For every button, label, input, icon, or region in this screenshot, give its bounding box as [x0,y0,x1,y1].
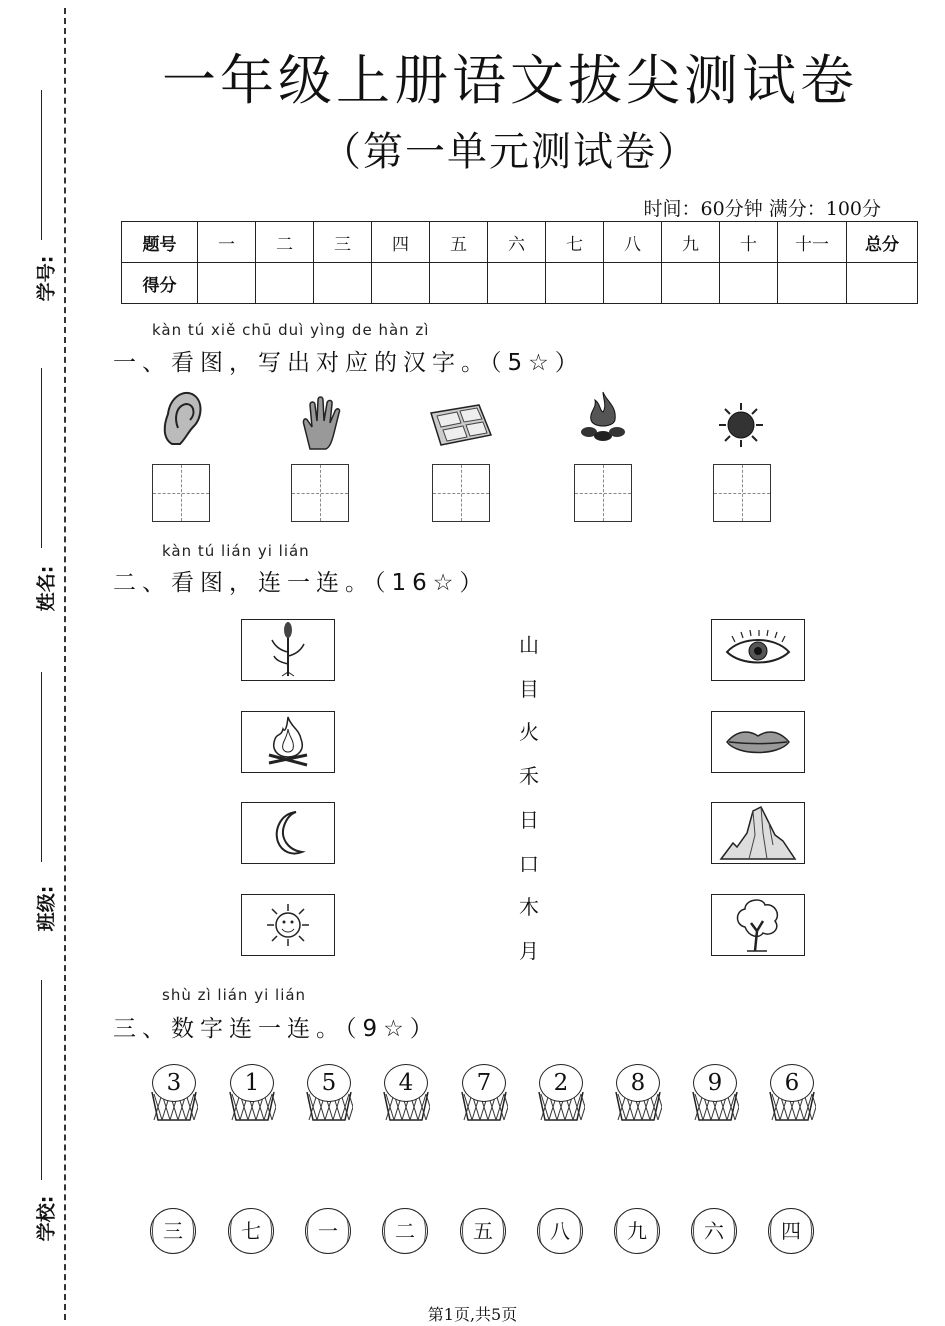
hanzi-ball[interactable]: 七 [228,1208,274,1254]
table-cell: 九 [662,222,720,263]
hanzi-ball[interactable]: 六 [691,1208,737,1254]
school-line [41,980,42,1180]
char-item[interactable]: 日 [519,808,539,832]
mountain-box[interactable] [711,802,805,864]
writing-grid-box[interactable] [152,464,210,522]
hand-icon [296,395,348,451]
number-basket[interactable] [614,1064,662,1124]
table-cell: 六 [488,222,546,263]
table-cell: 十 [720,222,778,263]
mouth-icon [723,722,793,762]
tree-box[interactable] [711,894,805,956]
number-ball: 9 [693,1064,737,1102]
student-id-line [41,90,42,240]
char-item[interactable]: 目 [519,677,539,701]
score-input-cell[interactable] [372,263,430,304]
score-input-cell[interactable] [256,263,314,304]
eye-box[interactable] [711,619,805,681]
number-basket[interactable] [382,1064,430,1124]
char-item[interactable]: 月 [519,939,539,963]
table-cell: 一 [198,222,256,263]
school-label: 学校: [35,1195,58,1242]
moon-box[interactable] [241,802,335,864]
table-cell: 五 [430,222,488,263]
hanzi-ball[interactable]: 四 [768,1208,814,1254]
number-basket[interactable] [305,1064,353,1124]
score-input-cell[interactable] [847,263,918,304]
number-ball: 4 [384,1064,428,1102]
char-item[interactable]: 山 [519,633,539,657]
writing-grid-box[interactable] [291,464,349,522]
sun-face-box[interactable] [241,894,335,956]
hanzi-ball[interactable]: 三 [150,1208,196,1254]
table-cell: 八 [604,222,662,263]
eye-icon [723,628,793,672]
score-table [121,221,918,304]
table-cell: 得分 [122,263,198,304]
section2-title: 二、看图，连一连。（16☆） [113,570,489,596]
name-label: 姓名: [35,565,58,612]
sun-face-icon [266,903,310,947]
table-cell: 二 [256,222,314,263]
sun-icon [718,402,764,448]
moon-icon [268,808,308,858]
number-basket[interactable] [150,1064,198,1124]
exam-meta: 时间：60分钟 满分：100分 [643,198,881,220]
field-icon [427,403,493,447]
mountain-icon [719,805,797,861]
tree-icon [733,897,783,953]
score-input-cell[interactable] [430,263,488,304]
ear-icon [158,388,206,448]
section1-title: 一、看图，写出对应的汉字。（5☆） [113,350,584,376]
number-ball: 3 [152,1064,196,1102]
char-item[interactable]: 木 [519,895,539,919]
section3-title: 三、数字连一连。（9☆） [113,1016,439,1042]
score-input-cell[interactable] [778,263,847,304]
mouth-box[interactable] [711,711,805,773]
number-basket[interactable] [768,1064,816,1124]
writing-grid-box[interactable] [713,464,771,522]
number-ball: 6 [770,1064,814,1102]
table-cell: 总分 [847,222,918,263]
number-basket[interactable] [460,1064,508,1124]
campfire-box[interactable] [241,711,335,773]
section3-pinyin: shù zì lián yi lián [162,986,307,1004]
section2-pinyin: kàn tú lián yi lián [162,542,310,560]
table-cell: 题号 [122,222,198,263]
hanzi-ball[interactable]: 一 [305,1208,351,1254]
char-item[interactable]: 禾 [519,764,539,788]
rice-plant-box[interactable] [241,619,335,681]
page-subtitle: （第一单元测试卷） [321,129,699,175]
hanzi-ball[interactable]: 二 [382,1208,428,1254]
number-ball: 5 [307,1064,351,1102]
number-ball: 8 [616,1064,660,1102]
number-ball: 1 [230,1064,274,1102]
score-input-cell[interactable] [662,263,720,304]
writing-grid-box[interactable] [574,464,632,522]
number-basket[interactable] [228,1064,276,1124]
number-ball: 2 [539,1064,583,1102]
class-label: 班级: [35,885,58,932]
table-cell: 四 [372,222,430,263]
cut-line [64,8,66,1320]
hanzi-ball[interactable]: 八 [537,1208,583,1254]
score-table-score-row [122,263,918,304]
campfire-icon [263,715,313,769]
page-footer: 第1页,共5页 [427,1305,518,1324]
name-line [41,368,42,548]
writing-grid-box[interactable] [432,464,490,522]
score-input-cell[interactable] [198,263,256,304]
section1-pinyin: kàn tú xiě chū duì yìng de hàn zì [152,321,430,339]
table-cell: 七 [546,222,604,263]
score-input-cell[interactable] [314,263,372,304]
number-ball: 7 [462,1064,506,1102]
score-table-header-row [122,222,918,263]
char-item[interactable]: 火 [519,720,539,744]
hanzi-ball[interactable]: 九 [614,1208,660,1254]
class-line [41,672,42,862]
fire-icon [577,390,629,446]
page-title: 一年级上册语文拔尖测试卷 [162,49,858,112]
score-input-cell[interactable] [546,263,604,304]
table-cell: 三 [314,222,372,263]
rice-plant-icon [268,622,308,678]
score-input-cell[interactable] [604,263,662,304]
score-input-cell[interactable] [488,263,546,304]
table-cell: 十一 [778,222,847,263]
number-basket[interactable] [691,1064,739,1124]
score-input-cell[interactable] [720,263,778,304]
hanzi-ball[interactable]: 五 [460,1208,506,1254]
student-id-label: 学号: [35,255,58,302]
number-basket[interactable] [537,1064,585,1124]
char-item[interactable]: 口 [519,852,539,876]
